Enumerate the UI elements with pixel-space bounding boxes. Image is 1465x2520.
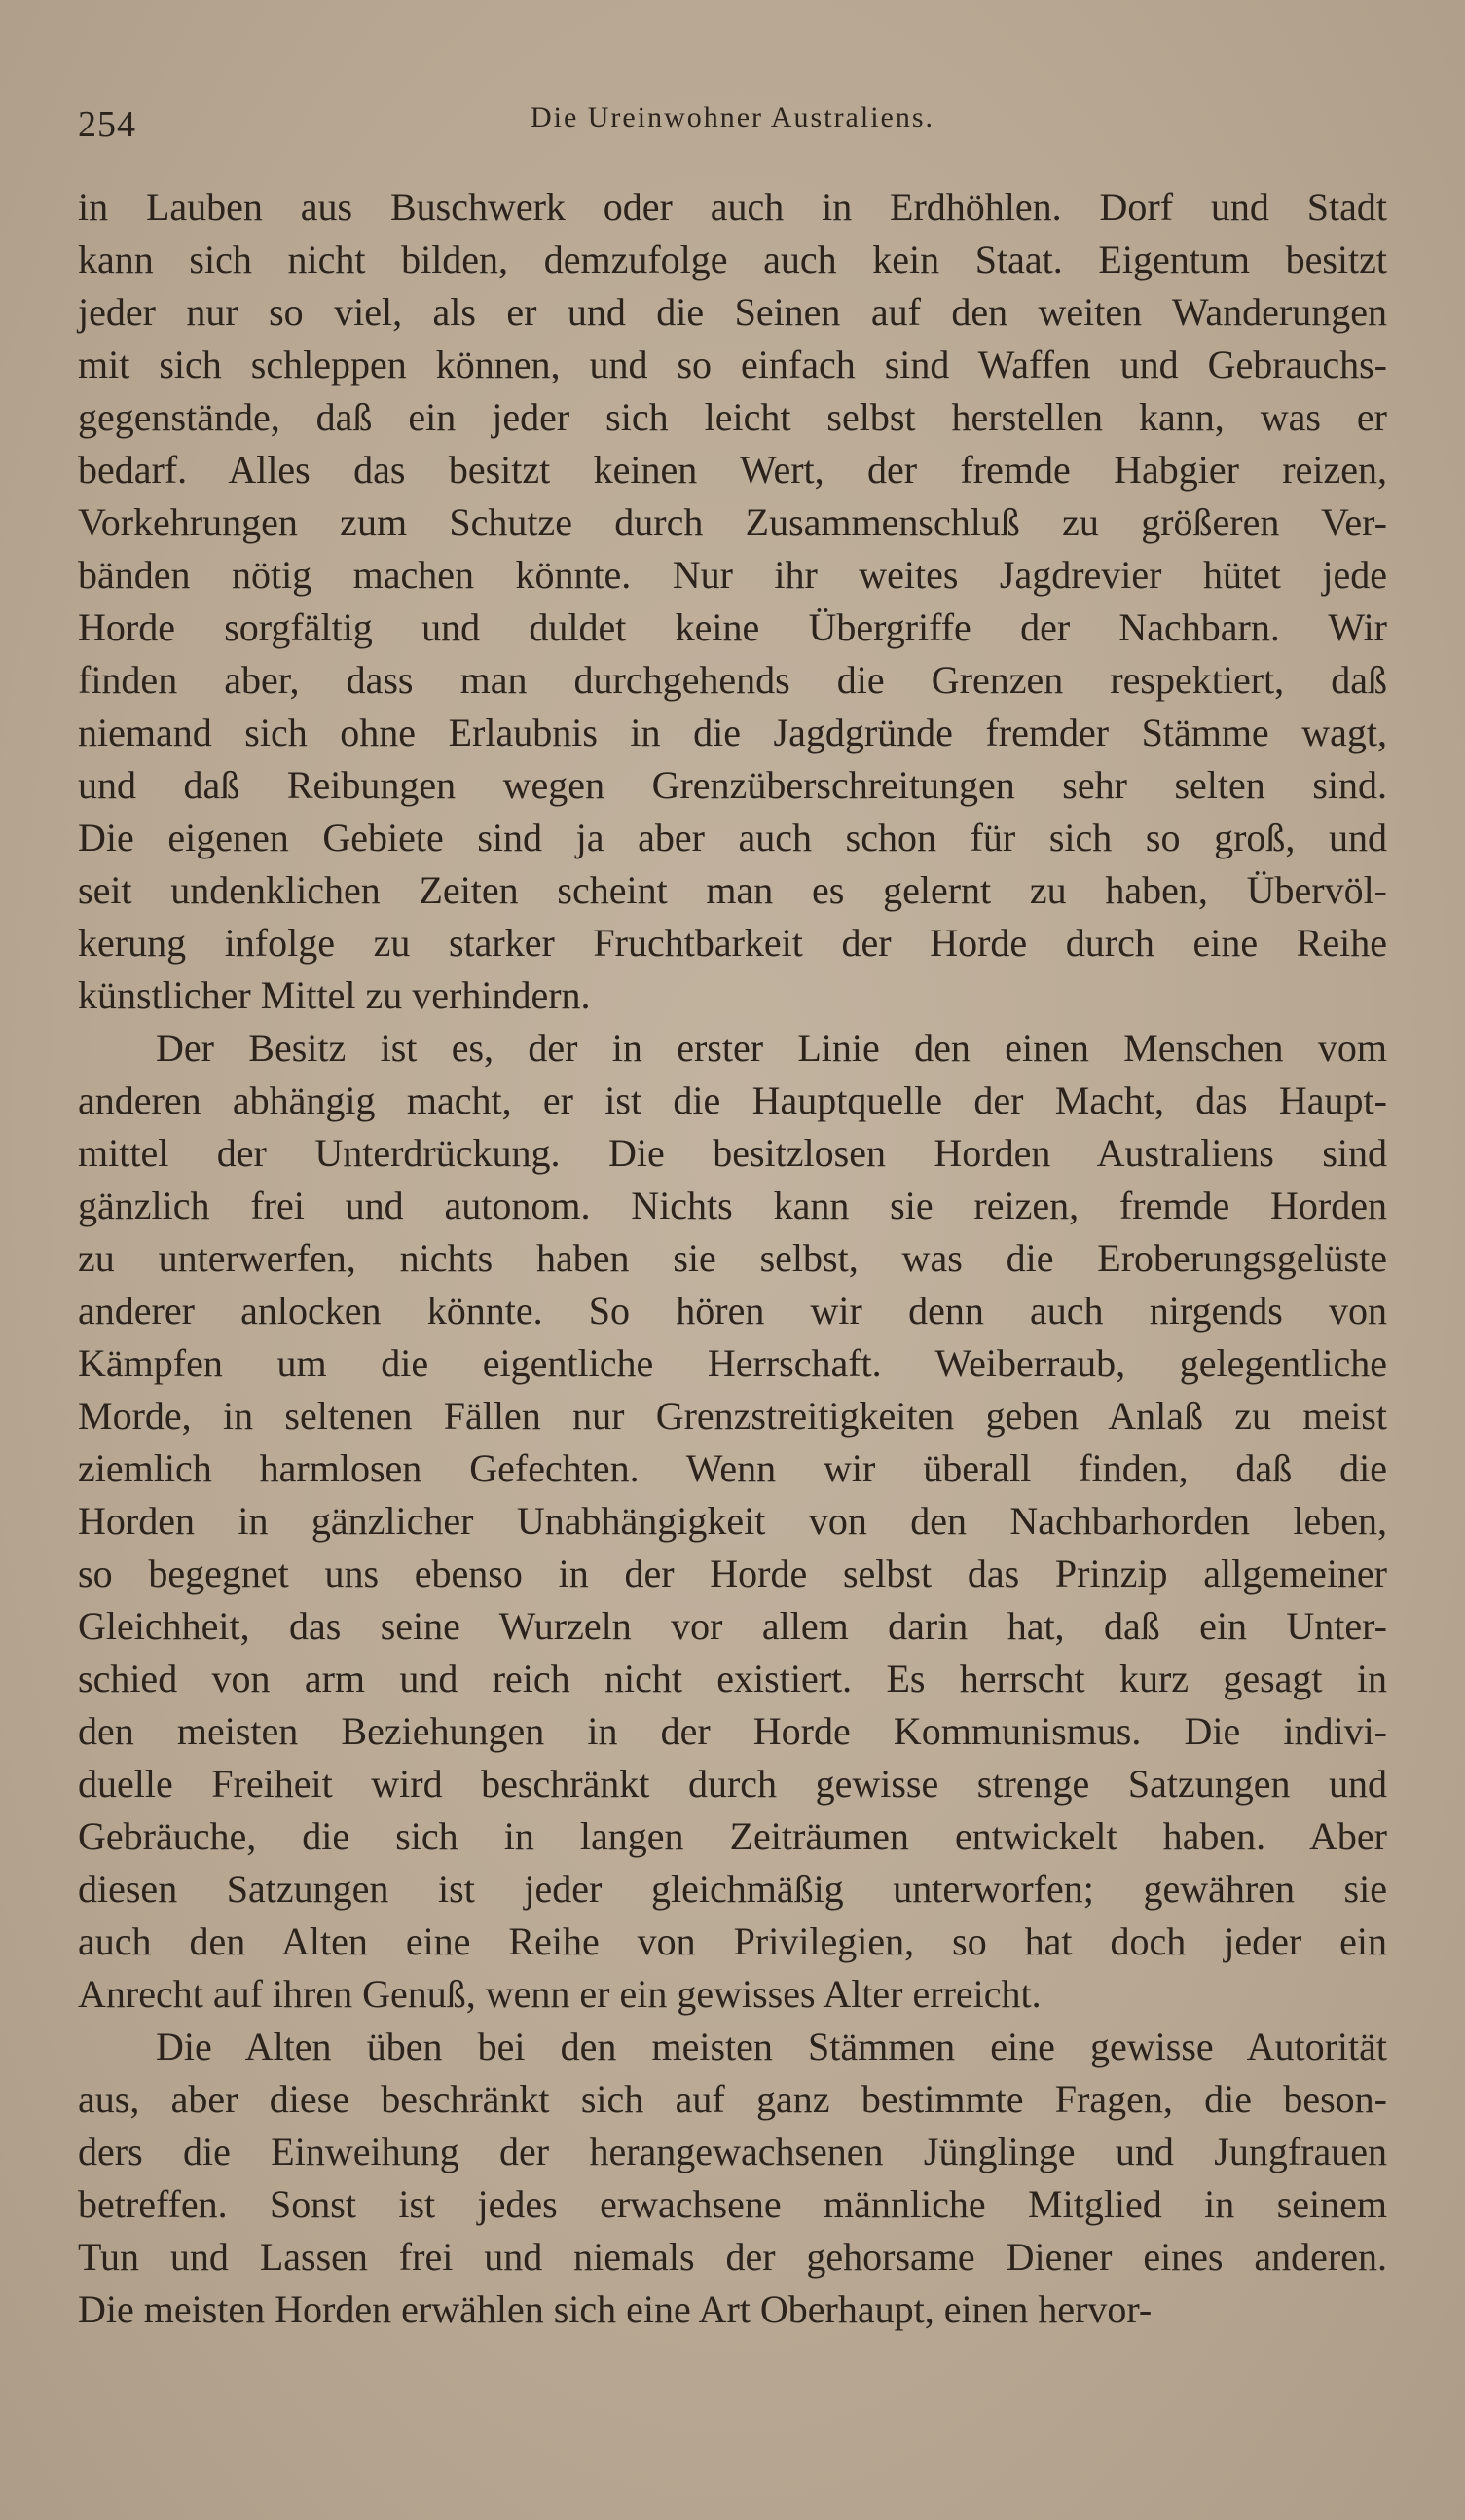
text-line: bänden nötig machen könnte. Nur ihr weites Jagdrevier hütet jede [78, 553, 1387, 597]
text-line: finden aber, dass man durchgehends die Grenzen respektiert, daß [78, 658, 1387, 702]
text-line: Tun und Lassen frei und niemals der gehorsame Diener eines anderen. [78, 2235, 1387, 2279]
text-line: jeder nur so viel, als er und die Seinen auf den weiten Wanderungen [78, 290, 1387, 334]
text-line: in Lauben aus Buschwerk oder auch in Erdhöhlen. Dorf und Stadt [78, 185, 1387, 229]
text-line: mit sich schleppen können, und so einfach sind Waffen und Gebrauchs- [78, 343, 1387, 386]
text-line: gegenstände, daß ein jeder sich leicht selbst herstellen kann, was er [78, 395, 1387, 439]
text-line: Die meisten Horden erwählen sich eine Art Oberhaupt, einen hervor- [78, 2287, 1153, 2331]
text-line: anderen abhängig macht, er ist die Hauptquelle der Macht, das Haupt- [78, 1078, 1387, 1122]
text-line: bedarf. Alles das besitzt keinen Wert, der fremde Habgier reizen, [78, 448, 1387, 492]
text-line: Die Alten üben bei den meisten Stämmen eine gewisse Autorität [156, 2025, 1387, 2068]
running-title: Die Ureinwohner Australiens. [530, 101, 935, 133]
text-line: Morde, in seltenen Fällen nur Grenzstreitigkeiten geben Anlaß zu meist [78, 1394, 1387, 1438]
text-line: diesen Satzungen ist jeder gleichmäßig unterworfen; gewähren sie [78, 1867, 1387, 1911]
text-line: mittel der Unterdrückung. Die besitzlosen Horden Australiens sind [78, 1131, 1387, 1175]
text-line: gänzlich frei und autonom. Nichts kann sie reizen, fremde Horden [78, 1184, 1387, 1227]
text-line: Anrecht auf ihren Genuß, wenn er ein gewisses Alter erreicht. [78, 1972, 1042, 2016]
text-line: kann sich nicht bilden, demzufolge auch kein Staat. Eigentum besitzt [78, 237, 1387, 281]
text-line: betreffen. Sonst ist jedes erwachsene männliche Mitglied in seinem [78, 2182, 1387, 2226]
text-line: Kämpfen um die eigentliche Herrschaft. Weiberraub, gelegentliche [78, 1341, 1387, 1385]
text-line: Horde sorgfältig und duldet keine Übergriffe der Nachbarn. Wir [78, 605, 1387, 649]
text-line: Vorkehrungen zum Schutze durch Zusammenschluß zu größeren Ver- [78, 500, 1387, 544]
text-line: Gebräuche, die sich in langen Zeiträumen entwickelt haben. Aber [78, 1814, 1387, 1858]
text-line: Gleichheit, das seine Wurzeln vor allem darin hat, daß ein Unter- [78, 1604, 1387, 1648]
text-line: anderer anlocken könnte. So hören wir denn auch nirgends von [78, 1289, 1387, 1333]
text-line: seit undenklichen Zeiten scheint man es gelernt zu haben, Übervöl- [78, 868, 1387, 912]
text-line: und daß Reibungen wegen Grenzüberschreitungen sehr selten sind. [78, 763, 1387, 807]
paragraph [78, 2021, 1387, 2336]
text-line: schied von arm und reich nicht existiert. Es herrscht kurz gesagt in [78, 1657, 1387, 1700]
paragraph [78, 181, 1387, 1022]
text-line: Horden in gänzlicher Unabhängigkeit von den Nachbarhorden leben, [78, 1499, 1387, 1543]
text-line: ders die Einweihung der herangewachsenen Jünglinge und Jungfrauen [78, 2130, 1387, 2173]
text-line: künstlicher Mittel zu verhindern. [78, 973, 591, 1017]
text-line: kerung infolge zu starker Fruchtbarkeit der Horde durch eine Reihe [78, 921, 1387, 965]
text-line: aus, aber diese beschränkt sich auf ganz bestimmte Fragen, die beson- [78, 2077, 1387, 2121]
text-line: Die eigenen Gebiete sind ja aber auch schon für sich so groß, und [78, 816, 1387, 859]
text-line: den meisten Beziehungen in der Horde Kommunismus. Die indivi- [78, 1709, 1387, 1753]
text-line: Der Besitz ist es, der in erster Linie den einen Menschen vom [156, 1026, 1387, 1070]
paragraph [78, 1022, 1387, 2021]
text-line: ziemlich harmlosen Gefechten. Wenn wir überall finden, daß die [78, 1446, 1387, 1490]
body-text [78, 181, 1387, 2336]
text-line: auch den Alten eine Reihe von Privilegien, so hat doch jeder ein [78, 1919, 1387, 1963]
text-line: so begegnet uns ebenso in der Horde selbst das Prinzip allgemeiner [78, 1552, 1387, 1595]
page-number: 254 [78, 104, 136, 145]
text-line: niemand sich ohne Erlaubnis in die Jagdgründe fremder Stämme wagt, [78, 711, 1387, 754]
text-line: duelle Freiheit wird beschränkt durch gewisse strenge Satzungen und [78, 1762, 1387, 1806]
text-line: zu unterwerfen, nichts haben sie selbst, was die Eroberungsgelüste [78, 1236, 1387, 1280]
page-header [78, 97, 1387, 146]
